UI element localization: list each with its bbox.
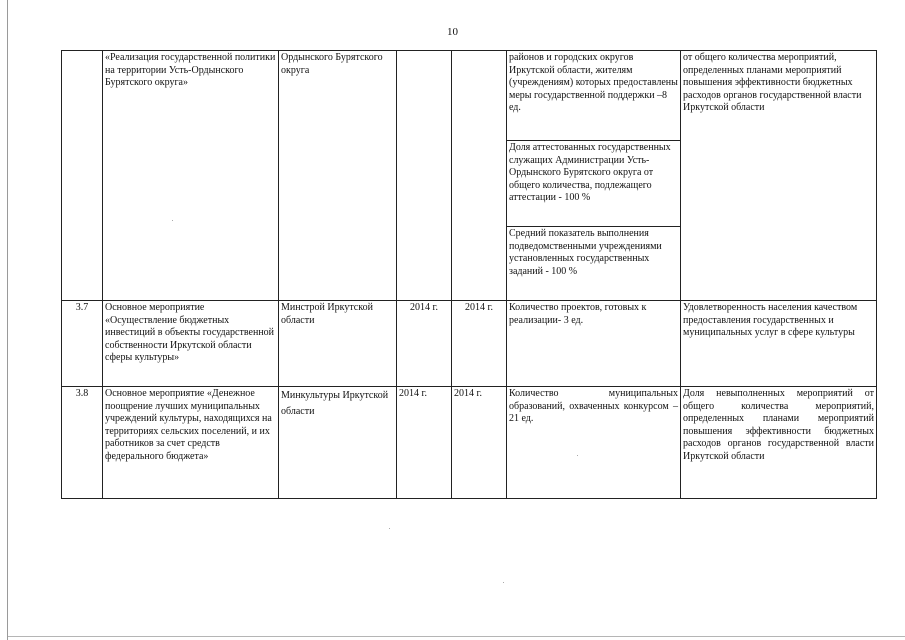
indicator-cell: Количество муниципальных образований, охваченных конкурсом – 21 ед. — [507, 387, 681, 499]
result-cell: от общего количества мероприятий, определенных планами мероприятий повышения эффективности бюджетных расходов органов государственной власти Иркутской области — [681, 51, 877, 301]
table-row — [62, 51, 877, 141]
end-year-cell: 2014 г. — [452, 301, 507, 387]
page-number: 10 — [447, 26, 458, 38]
table-row — [62, 387, 877, 499]
executor-cell: Минкультуры Иркутской области — [279, 387, 397, 499]
start-year-cell: 2014 г. — [397, 387, 452, 499]
end-year-cell: 2014 г. — [452, 387, 507, 499]
activity-cell: Основное мероприятие «Осуществление бюджетных инвестиций в объекты государственной собственности Иркутской области сферы культуры» — [103, 301, 279, 387]
executor-cell: Минстрой Иркутской области — [279, 301, 397, 387]
table-row — [62, 301, 877, 387]
result-cell: Удовлетворенность населения качеством предоставления государственных и муниципальных услуг в сфере культуры — [681, 301, 877, 387]
executor-cell: Ордынского Бурятского округа — [279, 51, 397, 301]
row-number-cell — [62, 51, 103, 301]
start-year-cell: 2014 г. — [397, 301, 452, 387]
row-number-cell: 3.8 — [62, 387, 103, 499]
scan-speck — [389, 528, 390, 529]
row-number-cell: 3.7 — [62, 301, 103, 387]
indicator-cell: Доля аттестованных государственных служащих Администрации Усть-Ордынского Бурятского округа от общего количества, подлежащего аттестации - 100 % — [507, 141, 681, 227]
scan-left-edge — [7, 0, 8, 640]
indicator-cell: Количество проектов, готовых к реализации- 3 ед. — [507, 301, 681, 387]
activity-cell: Основное мероприятие «Денежное поощрение лучших муниципальных учреждений культуры, находящихся на территориях сельских поселений, и их работников за счет средств федерального бюджета» — [103, 387, 279, 499]
start-year-cell — [397, 51, 452, 301]
result-cell: Доля невыполненных мероприятий от общего количества мероприятий, определенных планами мероприятий повышения эффективности бюджетных расходов органов государственной власти Иркутской области — [681, 387, 877, 499]
indicator-cell: Средний показатель выполнения подведомственными учреждениями установленных государственных заданий - 100 % — [507, 227, 681, 301]
scan-bottom-edge — [8, 636, 905, 637]
activities-table — [61, 50, 877, 499]
indicator-cell: районов и городских округов Иркутской области, жителям (учреждениям) которых предоставлены меры государственной поддержки –8 ед. — [507, 51, 681, 141]
end-year-cell — [452, 51, 507, 301]
scan-speck — [503, 582, 504, 583]
activity-cell: «Реализация государственной политики на территории Усть-Ордынского Бурятского округа» — [103, 51, 279, 301]
